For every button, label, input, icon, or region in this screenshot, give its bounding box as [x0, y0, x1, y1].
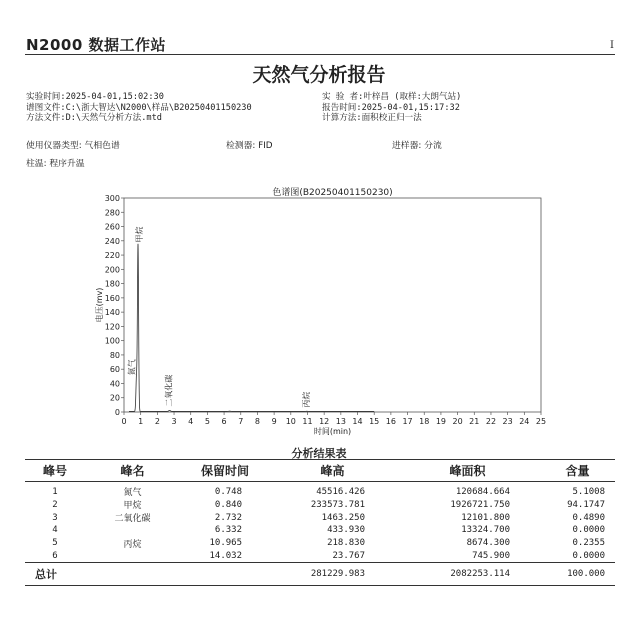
- report-title: 天然气分析报告: [252, 64, 386, 86]
- x-axis-label: 时间(min): [313, 427, 352, 436]
- table-cell: [85, 550, 180, 563]
- chromatogram-file: 谱图文件:C:\浙大智达\N2000\样品\B20250401150230: [26, 102, 252, 113]
- x-tick-label: 21: [469, 417, 480, 426]
- table-cell: 218.830: [327, 538, 365, 548]
- method-file: 方法文件:D:\天然气分析方法.mtd: [26, 113, 162, 123]
- table-cell: 120684.664: [455, 486, 510, 497]
- y-tick-label: 240: [104, 236, 120, 246]
- table-cell: 2.732: [214, 512, 242, 523]
- x-tick-label: 3: [171, 417, 177, 426]
- y-tick-label: 60: [109, 365, 120, 375]
- peak-label: 二氧化碳: [164, 374, 174, 407]
- plot-frame: [124, 198, 541, 412]
- x-tick-label: 18: [419, 417, 430, 426]
- total-row: [25, 563, 615, 586]
- y-tick-label: 180: [104, 279, 120, 289]
- table-row: [25, 511, 615, 524]
- x-tick-label: 25: [535, 417, 547, 426]
- table-cell: 745.900: [472, 550, 510, 561]
- header-divider: [25, 54, 615, 55]
- y-tick-label: 100: [104, 336, 120, 346]
- col-retention-time: 保留时间: [180, 460, 270, 482]
- col-peak-area: 峰面积: [395, 460, 540, 482]
- table-cell: 0.2355: [572, 538, 605, 548]
- y-tick-label: 140: [104, 308, 120, 318]
- x-tick-label: 12: [319, 417, 330, 426]
- results-table: [25, 459, 615, 586]
- table-row: [25, 550, 615, 563]
- table-cell: 0.0000: [572, 550, 605, 561]
- meta-left: [26, 92, 252, 124]
- table-row: [25, 537, 615, 550]
- x-tick-label: 23: [502, 417, 513, 426]
- peak-label: 丙烷: [301, 391, 311, 408]
- table-cell: 12101.800: [461, 512, 510, 523]
- detector: 检测器: FID: [226, 141, 273, 151]
- table-cell: 45516.426: [316, 486, 365, 497]
- app-title: N2000 数据工作站: [26, 36, 167, 54]
- table-cell: [85, 524, 180, 537]
- report-time: 报告时间:2025-04-01,15:17:32: [322, 102, 460, 113]
- table-cell: 1463.250: [321, 512, 365, 523]
- instrument-type: 使用仪器类型: 气相色谱: [26, 141, 120, 151]
- x-tick-label: 15: [369, 417, 380, 426]
- x-tick-label: 13: [335, 417, 346, 426]
- x-tick-label: 6: [221, 417, 227, 426]
- x-tick-label: 0: [121, 417, 127, 426]
- table-row: [25, 482, 615, 499]
- table-cell: 13324.700: [461, 525, 510, 536]
- table-cell: 0.748: [214, 486, 242, 497]
- experimenter: 实 验 者:叶梓昌 (取样:大朗气站): [322, 92, 462, 102]
- x-tick-label: 11: [302, 417, 313, 426]
- table-cell: 1926721.750: [450, 499, 510, 510]
- results-header-row: [25, 460, 615, 482]
- total-cell: 100.000: [540, 563, 615, 586]
- table-cell: 8674.300: [466, 538, 510, 548]
- y-tick-label: 20: [109, 393, 120, 403]
- x-tick-label: 4: [188, 417, 194, 426]
- page-number: I: [610, 40, 614, 51]
- x-tick-label: 20: [452, 417, 463, 426]
- table-row: [25, 498, 615, 511]
- y-tick-label: 200: [104, 265, 120, 275]
- table-cell: 94.1747: [567, 499, 605, 510]
- y-tick-label: 80: [109, 350, 120, 360]
- x-tick-label: 14: [352, 417, 363, 426]
- y-tick-label: 220: [104, 251, 120, 261]
- table-cell: 丙烷: [123, 539, 142, 550]
- total-cell: 2082253.114: [395, 563, 540, 586]
- experiment-time: 实验时间:2025-04-01,15:02:30: [26, 92, 164, 102]
- empty-cell: [85, 563, 180, 586]
- table-cell: 14.032: [209, 550, 242, 561]
- results-title: 分析结果表: [291, 447, 347, 460]
- chromatogram-chart: [0, 180, 638, 440]
- x-tick-label: 22: [485, 417, 497, 426]
- y-tick-label: 120: [104, 322, 120, 332]
- x-tick-label: 10: [285, 417, 296, 426]
- peak-label: 氮气: [127, 359, 137, 376]
- x-tick-label: 24: [519, 417, 530, 426]
- table-cell: 6: [52, 550, 58, 561]
- y-axis-label: 电压(mv): [95, 287, 104, 323]
- table-cell: 氮气: [123, 488, 142, 498]
- x-tick-label: 16: [385, 417, 396, 426]
- x-tick-label: 7: [238, 417, 244, 426]
- x-tick-label: 17: [402, 417, 413, 426]
- peak-label: 甲烷: [135, 226, 145, 243]
- meta-right: [322, 92, 461, 124]
- table-cell: 1: [52, 486, 58, 497]
- calculation-method: 计算方法:面积校正归一法: [322, 113, 422, 123]
- y-tick-label: 160: [104, 293, 120, 303]
- table-cell: 6.332: [214, 525, 242, 536]
- table-cell: 二氧化碳: [114, 514, 151, 524]
- total-cell: 281229.983: [270, 563, 395, 586]
- y-tick-label: 0: [114, 408, 120, 417]
- table-cell: 433.930: [327, 525, 365, 536]
- x-tick-label: 9: [271, 417, 277, 426]
- table-cell: 233573.781: [310, 499, 365, 510]
- injector: 进样器: 分流: [392, 141, 442, 151]
- column-temperature: 柱温: 程序升温: [26, 159, 85, 169]
- table-cell: 甲烷: [123, 501, 142, 511]
- table-cell: 5.1008: [572, 486, 605, 497]
- x-tick-label: 2: [154, 417, 160, 426]
- x-tick-label: 1: [138, 417, 144, 426]
- col-peak-name: 峰名: [85, 460, 180, 482]
- table-cell: 0.0000: [572, 525, 605, 536]
- col-peak-height: 峰高: [270, 460, 395, 482]
- table-row: [25, 524, 615, 537]
- y-tick-label: 40: [109, 379, 120, 389]
- table-cell: 5: [52, 538, 58, 548]
- table-cell: 0.840: [214, 499, 242, 510]
- table-cell: 10.965: [209, 538, 242, 548]
- y-tick-label: 260: [104, 222, 120, 232]
- table-cell: 23.767: [332, 550, 365, 561]
- table-cell: 2: [52, 499, 58, 510]
- table-cell: 4: [52, 525, 58, 536]
- chart-title: 色谱图(B20250401150230): [272, 188, 393, 198]
- table-cell: 0.4890: [572, 512, 605, 523]
- y-tick-label: 300: [104, 194, 120, 203]
- x-tick-label: 8: [254, 417, 260, 426]
- col-peak-no: 峰号: [25, 460, 85, 482]
- total-cell: 总计: [25, 563, 85, 586]
- col-content: 含量: [540, 460, 615, 482]
- table-cell: 3: [52, 512, 58, 523]
- x-tick-label: 19: [435, 417, 447, 426]
- empty-cell: [180, 563, 270, 586]
- x-tick-label: 5: [204, 417, 210, 426]
- y-tick-label: 280: [104, 208, 120, 218]
